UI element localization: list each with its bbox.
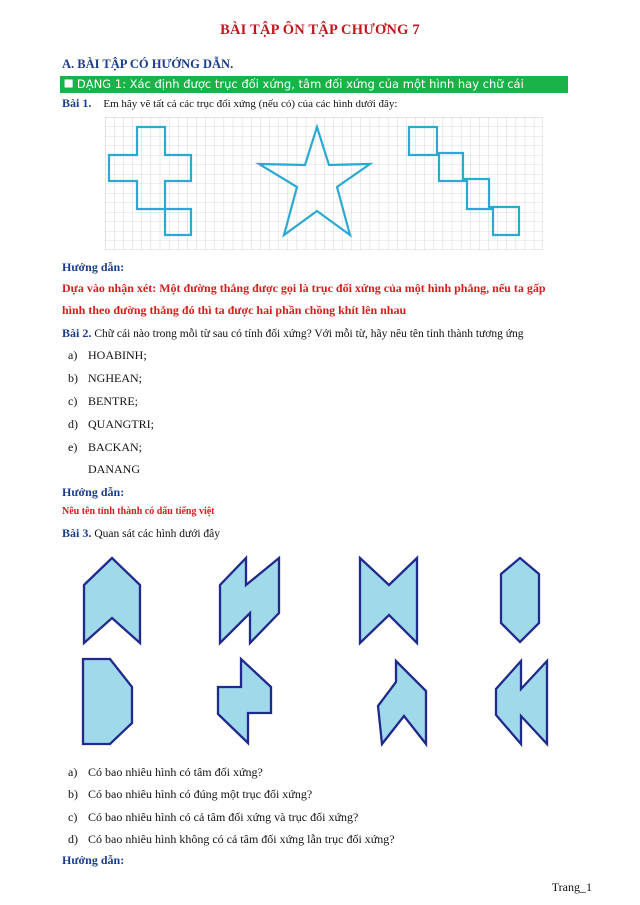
list-item: e) BACKAN; bbox=[68, 440, 143, 454]
guide-label-3: Hướng dẫn: bbox=[62, 853, 125, 867]
guide-label-2: Hướng dẫn: bbox=[62, 485, 125, 499]
list-item: d) Có bao nhiêu hình không có cả tâm đối xứng lẫn trục đối xứng? bbox=[68, 832, 395, 846]
list-item: c) Có bao nhiêu hình có cả tâm đối xứng và trục đối xứng? bbox=[68, 810, 359, 824]
exercise-2 bbox=[62, 326, 523, 341]
exercise-2-label: Bài 2. bbox=[62, 326, 92, 340]
list-item: d) QUANGTRI; bbox=[68, 417, 154, 431]
exercise-2-text: Chữ cái nào trong mỗi từ sau có tính đối xứng? Với mỗi từ, hãy nêu tên tỉnh thành tương ứng bbox=[94, 328, 524, 340]
shape-d-pentagon bbox=[83, 659, 132, 744]
guide-2-text: Nêu tên tỉnh thành có dấu tiếng việt bbox=[62, 506, 215, 517]
page-title: BÀI TẬP ÔN TẬP CHƯƠNG 7 bbox=[220, 22, 420, 38]
shape-notched-2 bbox=[378, 661, 426, 744]
shape-hexagon bbox=[501, 558, 539, 642]
list-item: b) NGHEAN; bbox=[68, 371, 142, 385]
list-item: c) BENTRE; bbox=[68, 394, 138, 408]
grid-figure bbox=[105, 117, 543, 250]
exercise-3-text: Quan sát các hình dưới đây bbox=[94, 528, 221, 540]
shape-arrow-left bbox=[496, 661, 547, 744]
exercise-3-label: Bài 3. bbox=[62, 526, 92, 540]
shapes-figure bbox=[60, 548, 580, 758]
section-heading: A. BÀI TẬP CÓ HƯỚNG DẪN. bbox=[62, 57, 234, 71]
topic-banner bbox=[60, 76, 568, 93]
guide-1-line-2: hình theo đường thẳng đó thì ta được hai phần chồng khít lên nhau bbox=[62, 303, 407, 317]
topic-banner-text: ⯀ DẠNG 1: Xác định được trục đối xứng, tâm đối xứng của một hình hay chữ cái bbox=[64, 77, 524, 91]
grid-background bbox=[105, 117, 543, 250]
guide-label-1: Hướng dẫn: bbox=[62, 260, 125, 274]
exercise-1 bbox=[62, 96, 398, 111]
exercise-1-text: Em hãy vẽ tất cả các trục đối xứng (nếu có) của các hình dưới đây: bbox=[103, 98, 398, 110]
list-item: b) Có bao nhiêu hình có đúng một trục đối xứng? bbox=[68, 787, 313, 801]
shape-bowtie bbox=[360, 558, 417, 643]
list-item: a) Có bao nhiêu hình có tâm đối xứng? bbox=[68, 765, 263, 779]
exercise-3 bbox=[62, 526, 220, 541]
shape-chevron-pentagon bbox=[84, 558, 140, 643]
page-number: Trang_1 bbox=[551, 880, 592, 894]
guide-1-line-1: Dựa vào nhận xét: Một đường thẳng được gọi là trục đối xứng của một hình phẳng, nếu ta gấp bbox=[62, 281, 546, 295]
shape-bolt bbox=[220, 558, 279, 643]
shape-notched-1 bbox=[218, 659, 271, 743]
list-item: DANANG bbox=[88, 462, 140, 476]
exercise-1-label: Bài 1. bbox=[62, 96, 92, 110]
list-item: a) HOABINH; bbox=[68, 348, 147, 362]
